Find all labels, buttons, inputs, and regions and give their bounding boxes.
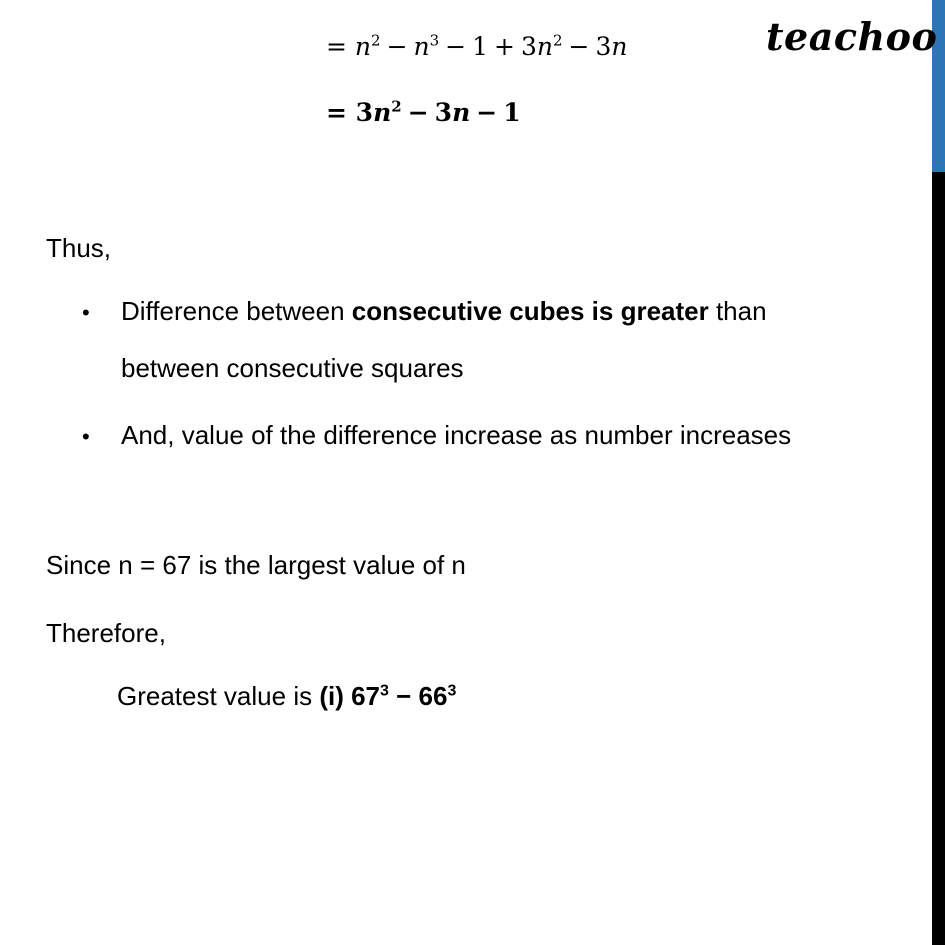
teachoo-logo: teachoo: [766, 14, 938, 59]
bullet-2-text: And, value of the difference increase as number increases: [121, 420, 792, 450]
equation-line-2: = $3n^2 - 3n - 1$: [326, 97, 521, 127]
answer-text: Greatest value is (i) $67^3 - 66^3$: [117, 681, 457, 711]
equation-line-1: = $n^2 - n^3 - 1 + 3n^2 - 3n$: [326, 31, 628, 61]
bullet-1-line-1: Difference between consecutive cubes is greater than: [121, 296, 767, 326]
bullet-1-symbol: •: [82, 300, 90, 325]
bullet-2-symbol: •: [82, 424, 90, 449]
thus-text: Thus,: [46, 233, 112, 263]
accent-bar-dark: [932, 172, 945, 945]
therefore-text: Therefore,: [46, 618, 166, 648]
bullet-1-line-2: between consecutive squares: [121, 353, 464, 383]
since-text: Since n = 67 is the largest value of n: [46, 550, 466, 580]
